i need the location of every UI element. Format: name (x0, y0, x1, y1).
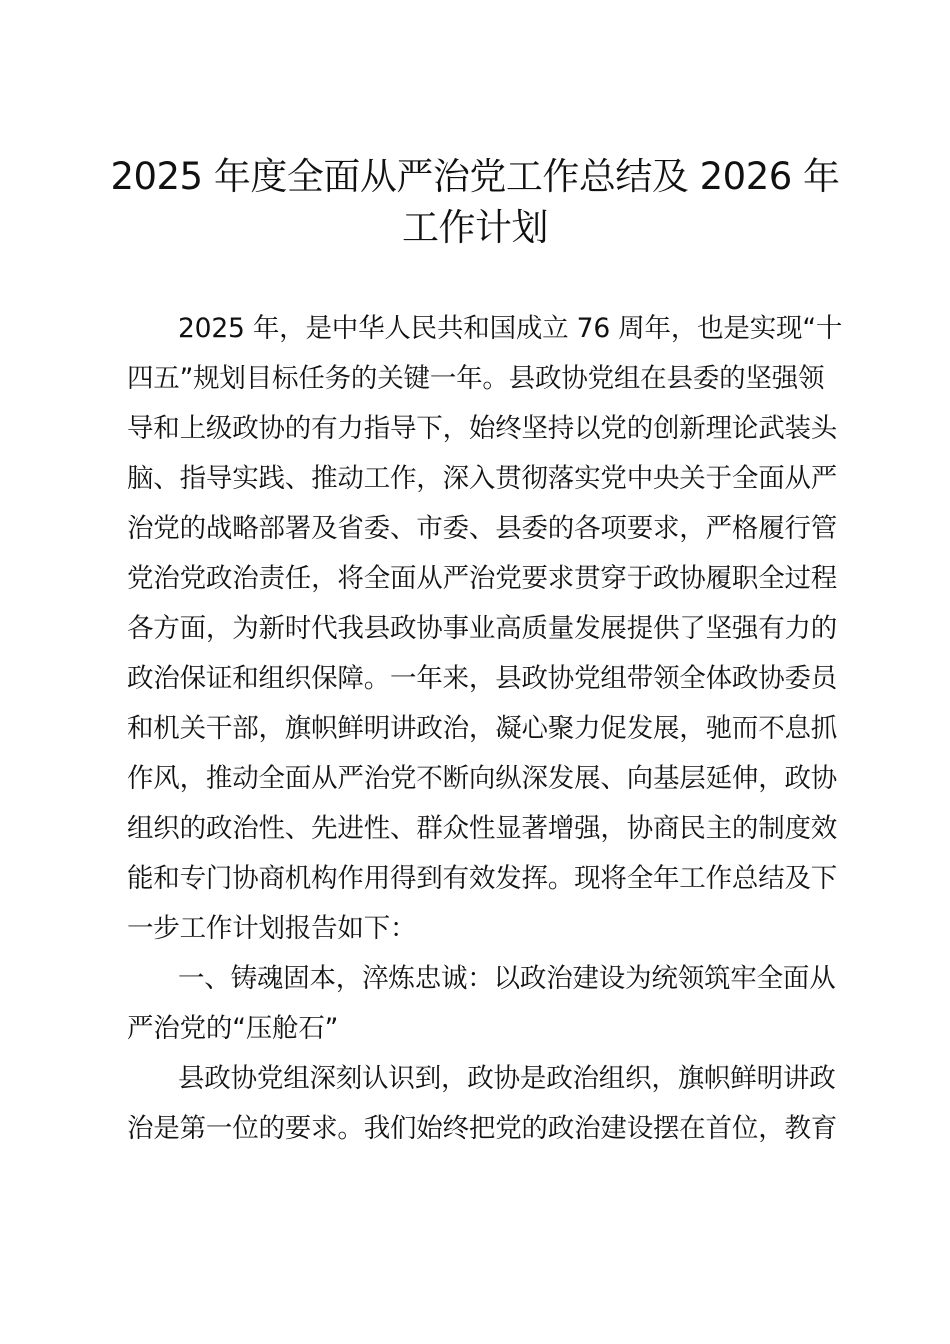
text-line: 政治保证和组织保障。一年来，县政协党组带领全体政协委员 (127, 663, 838, 694)
document-title-line-1: 2025 年度全面从严治党工作总结及 2026 年 (110, 155, 840, 198)
text-line: 导和上级政协的有力指导下，始终坚持以党的创新理论武装头 (127, 413, 838, 444)
text-line: 2025 年，是中华人民共和国成立 76 周年，也是实现“十 (178, 313, 843, 344)
text-line: 四五”规划目标任务的关键一年。县政协党组在县委的坚强领 (127, 363, 825, 394)
text-line: 治党的战略部署及省委、市委、县委的各项要求，严格履行管 (127, 513, 838, 544)
text-line: 脑、指导实践、推动工作，深入贯彻落实党中央关于全面从严 (127, 463, 838, 494)
text-line: 党治党政治责任，将全面从严治党要求贯穿于政协履职全过程 (127, 563, 838, 594)
text-line: 能和专门协商机构作用得到有效发挥。现将全年工作总结及下 (127, 863, 838, 894)
text-line: 各方面，为新时代我县政协事业高质量发展提供了坚强有力的 (127, 613, 838, 644)
text-line: 县政协党组深刻认识到，政协是政治组织，旗帜鲜明讲政 (178, 1063, 836, 1094)
text-line: 一步工作计划报告如下： (127, 913, 417, 944)
text-line: 作风，推动全面从严治党不断向纵深发展、向基层延伸，政协 (127, 763, 838, 794)
heading-line: 一、铸魂固本，淬炼忠诚：以政治建设为统领筑牢全面从 (178, 963, 836, 994)
document-title-line-2: 工作计划 (402, 206, 548, 249)
text-line: 和机关干部，旗帜鲜明讲政治，凝心聚力促发展，驰而不息抓 (127, 713, 838, 744)
text-line: 组织的政治性、先进性、群众性显著增强，协商民主的制度效 (127, 813, 838, 844)
text-line: 治是第一位的要求。我们始终把党的政治建设摆在首位，教育 (127, 1113, 838, 1144)
heading-line: 严治党的“压舱石” (127, 1013, 339, 1044)
